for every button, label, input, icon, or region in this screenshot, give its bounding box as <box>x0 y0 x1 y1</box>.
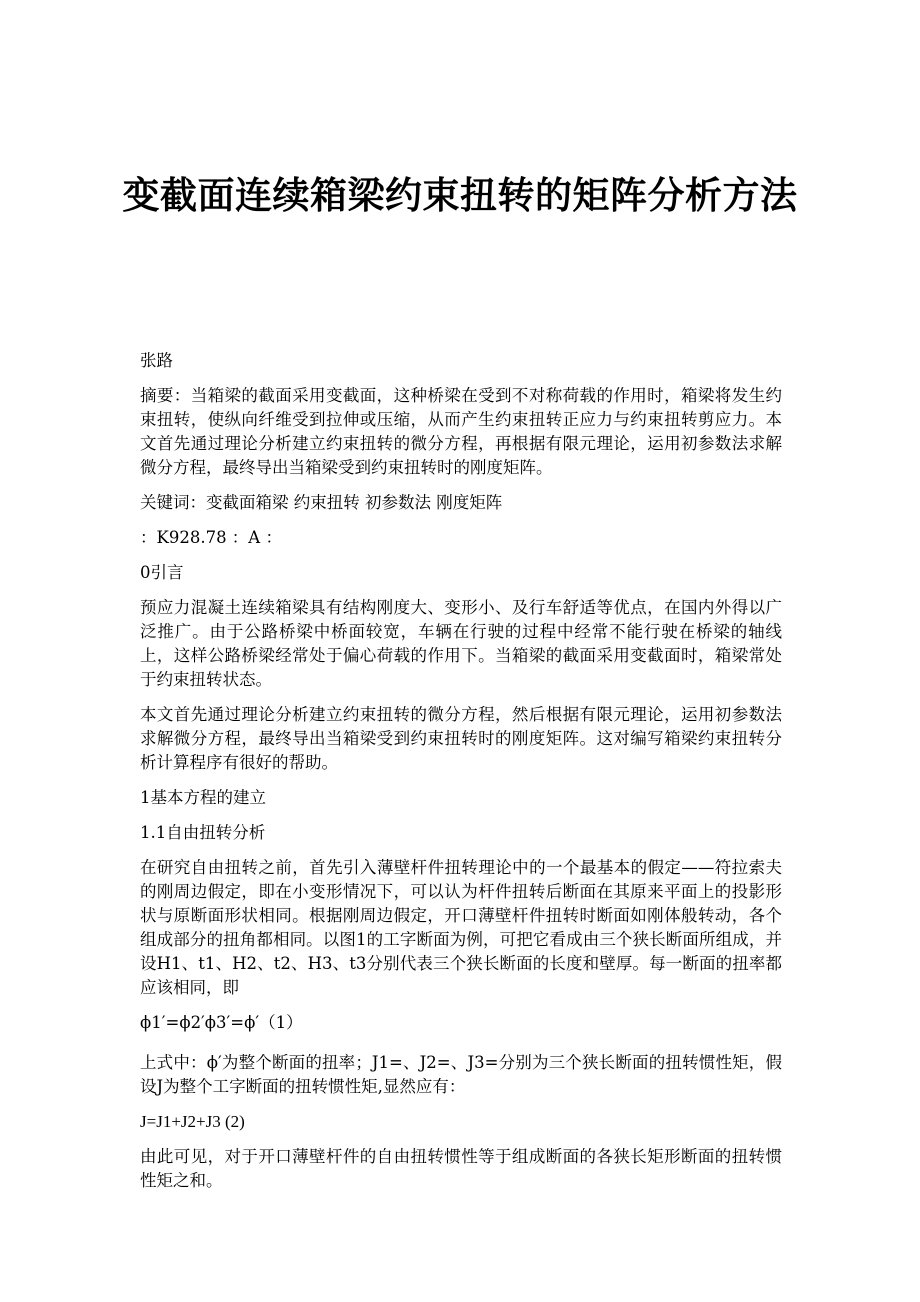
equation-1: ϕ1′=ϕ2′ϕ3′=ϕ′（1） <box>140 1013 303 1032</box>
author: 张路 <box>140 351 173 370</box>
subsection-heading-free-torsion: 1.1自由扭转分析 <box>140 823 266 842</box>
paragraph: 在研究自由扭转之前，首先引入薄壁杆件扭转理论中的一个最基本的假定——符拉索夫的刚周边假定，即在小变形情况下，可以认为杆件扭转后断面在其原来平面上的投影形状与原断面形状相同。根据刚周边假定，开口薄壁杆件扭转时断面如刚体般转动，各个组成部分的扭角都相同。以图1的工字断面为例，可把它看成由三个狭长断面所组成，并设H1、t1、H2、t2、H3、t3分别代表三个狭长断面的长度和壁厚。每一断面的扭率都应该相同，即 <box>140 858 782 997</box>
abstract: 摘要：当箱梁的截面采用变截面，这种桥梁在受到不对称荷载的作用时，箱梁将发生约束扭转，使纵向纤维受到拉伸或压缩，从而产生约束扭转正应力与约束扭转剪应力。本文首先通过理论分析建立约束扭转的微分方程，再根据有限元理论，运用初参数法求解微分方程，最终导出当箱梁受到约束扭转时的刚度矩阵。 <box>140 386 782 477</box>
equation-2: J=J1+J2+J3 (2) <box>140 1112 245 1131</box>
paragraph: 预应力混凝土连续箱梁具有结构刚度大、变形小、及行车舒适等优点，在国内外得以广泛推广。由于公路桥梁中桥面较宽，车辆在行驶的过程中经常不能行驶在桥梁的轴线上，这样公路桥梁经常处于偏心荷载的作用下。当箱梁的截面采用变截面时，箱梁常处于约束扭转状态。 <box>140 598 782 689</box>
paragraph: 上式中：ϕ′为整个断面的扭率；J1=、J2=、J3=分别为三个狭长断面的扭转惯性矩，假设J为整个工字断面的扭转惯性矩,显然应有： <box>140 1053 782 1096</box>
paragraph: 由此可见，对于开口薄壁杆件的自由扭转惯性等于组成断面的各狭长矩形断面的扭转惯性矩之和。 <box>140 1147 782 1190</box>
keywords: 关键词：变截面箱梁 约束扭转 初参数法 刚度矩阵 <box>140 493 503 512</box>
paragraph: 本文首先通过理论分析建立约束扭转的微分方程，然后根据有限元理论，运用初参数法求解微分方程，最终导出当箱梁受到约束扭转时的刚度矩阵。这对编写箱梁约束扭转分析计算程序有很好的帮助。 <box>140 705 782 772</box>
section-heading-basic-equations: 1基本方程的建立 <box>140 788 266 807</box>
classification-line: ：K928.78 ：A ： <box>140 528 282 547</box>
document-title: 变截面连续箱梁约束扭转的矩阵分析方法 <box>122 174 798 217</box>
section-heading-introduction: 0引言 <box>140 563 184 582</box>
document-body <box>140 349 782 1204</box>
